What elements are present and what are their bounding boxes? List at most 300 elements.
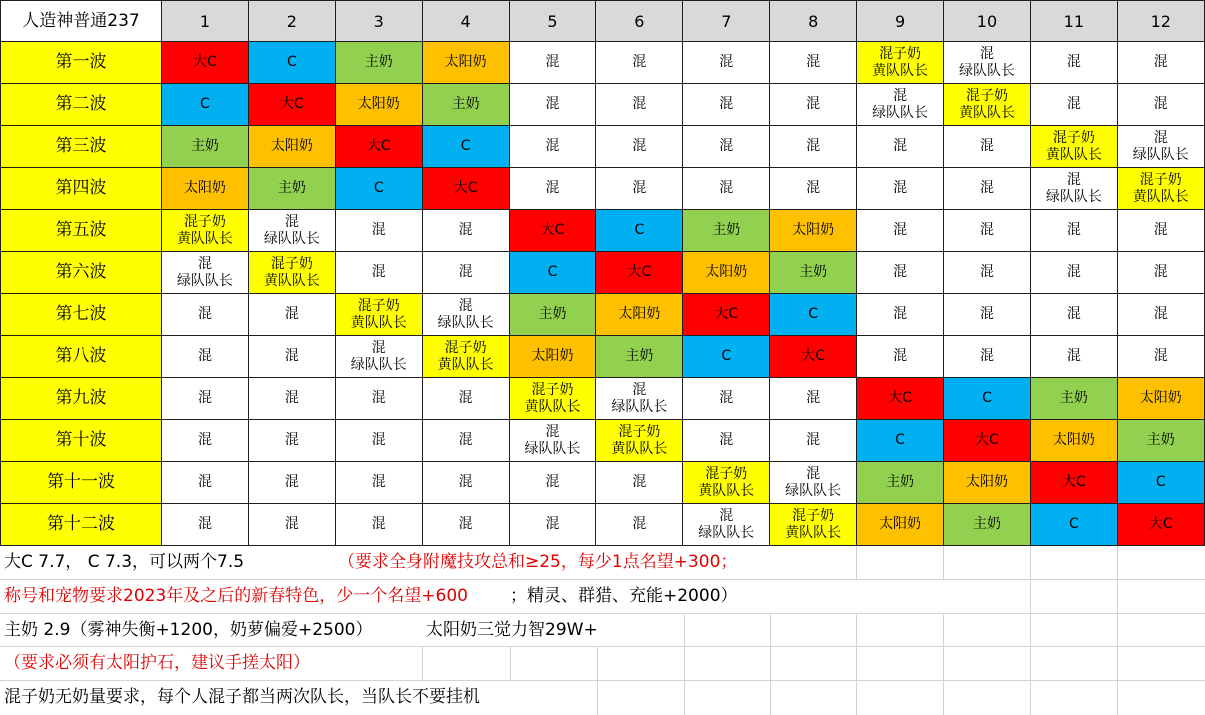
assignment-cell[interactable] [857,210,944,252]
assignment-cell[interactable] [683,84,770,126]
assignment-cell[interactable] [770,168,857,210]
assignment-cell[interactable] [596,126,683,168]
assignment-cell[interactable] [423,294,510,336]
cell-divider [943,681,944,715]
row-header-wave-10[interactable]: 第十波 [0,420,162,462]
assignment-cell[interactable] [510,126,597,168]
assignment-cell[interactable] [683,420,770,462]
assignment-text: 太阳奶 [357,96,400,112]
assignment-cell[interactable] [249,168,336,210]
assignment-text: 黄队队长 [1045,146,1102,163]
assignment-cell[interactable] [1031,84,1118,126]
assignment-text: 混 [545,96,560,112]
assignment-text: 混子奶 [965,87,1008,104]
assignment-text: 混 [719,138,734,154]
assignment-text: 混 [893,180,908,196]
assignment-cell[interactable] [1031,294,1118,336]
cell-divider [684,614,685,648]
assignment-text: 混 [284,390,299,406]
assignment-cell[interactable] [1031,210,1118,252]
assignment-text: 混 [371,390,386,406]
assignment-text: 黄队队长 [437,356,494,373]
cell-divider [770,647,771,681]
assignment-cell[interactable] [336,168,423,210]
assignment-text: 大C [975,432,999,448]
assignment-cell[interactable] [423,504,510,546]
assignment-text: 绿队队长 [263,230,320,247]
assignment-cell[interactable] [857,336,944,378]
assignment-text: 大C [801,348,826,364]
note-row-5 [0,681,1205,715]
row-header-wave-2[interactable]: 第二波 [0,84,162,126]
assignment-cell[interactable] [510,168,597,210]
assignment-text: 混 [371,516,386,532]
assignment-cell[interactable] [944,336,1031,378]
assignment-cell[interactable] [423,168,510,210]
assignment-text: 黄队队长 [958,104,1015,121]
assignment-cell[interactable] [857,462,944,504]
assignment-text: 混 [284,306,299,322]
assignment-cell[interactable] [770,462,857,504]
assignment-cell[interactable] [1118,252,1205,294]
assignment-text: C [634,222,645,238]
assignment-text: 混 [806,54,821,70]
assignment-cell[interactable] [162,504,249,546]
assignment-text: 混 [545,516,560,532]
assignment-text: 绿队队长 [176,272,233,289]
assignment-cell[interactable] [857,252,944,294]
assignment-cell[interactable] [1118,336,1205,378]
assignment-text: 混 [719,54,734,70]
assignment-text: 混 [719,507,734,524]
note-title-pet-requirement[interactable]: 称号和宠物要求2023年及之后的新春特色，少一个名望+600 [4,585,468,606]
assignment-text: 太阳奶 [1052,432,1095,448]
assignment-text: 混 [197,516,212,532]
assignment-cell[interactable] [596,252,683,294]
assignment-text: 主奶 [1059,390,1088,406]
assignment-text: 混 [806,180,821,196]
assignment-cell[interactable] [162,252,249,294]
assignment-cell[interactable] [944,420,1031,462]
assignment-cell[interactable] [1031,252,1118,294]
assignment-cell[interactable] [423,420,510,462]
assignment-cell[interactable] [944,42,1031,84]
assignment-cell[interactable] [249,210,336,252]
row-header-wave-9[interactable]: 第九波 [0,378,162,420]
assignment-cell[interactable] [1031,504,1118,546]
assignment-text: 混子奶 [357,297,400,314]
cell-divider [770,681,771,715]
assignment-text: 主奶 [451,96,480,112]
note-main-healer[interactable]: 主奶 2.9（雾神失衡+1200，奶萝偏爱+2500） [4,619,373,640]
assignment-text: 主奶 [1146,432,1175,448]
assignment-cell[interactable] [770,42,857,84]
assignment-text: 绿队队长 [958,62,1015,79]
row-header-wave-12[interactable]: 第十二波 [0,504,162,546]
assignment-text: 主奶 [538,306,567,322]
assignment-text: 绿队队长 [524,440,581,457]
note-sun-healer[interactable]: 太阳奶三觉力智29W+ [426,619,598,640]
column-header-10[interactable]: 10 [944,0,1031,42]
column-header-11[interactable]: 11 [1031,0,1118,42]
column-header-4[interactable]: 4 [423,0,510,42]
column-header-2[interactable]: 2 [249,0,336,42]
assignment-text: 混 [806,465,821,482]
assignment-cell[interactable] [249,126,336,168]
notes-area [0,546,1205,715]
assignment-cell[interactable] [423,42,510,84]
assignment-cell[interactable] [336,504,423,546]
assignment-text: 混 [545,423,560,440]
assignment-cell[interactable] [423,84,510,126]
assignment-cell[interactable] [162,126,249,168]
assignment-text: 大C [1061,474,1086,490]
assignment-cell[interactable] [1031,462,1118,504]
assignment-text: 大C [714,306,739,322]
assignment-cell[interactable] [944,294,1031,336]
assignment-cell[interactable] [683,252,770,294]
assignment-text: 混子奶 [183,213,226,230]
assignment-text: 混 [1153,96,1168,112]
assignment-cell[interactable] [249,84,336,126]
note-filler-healer[interactable]: 混子奶无奶量要求，每个人混子都当两次队长，当队长不要挂机 [4,687,480,708]
assignment-cell[interactable] [162,84,249,126]
assignment-cell[interactable] [683,462,770,504]
assignment-text: 黄队队长 [176,230,233,247]
column-header-1[interactable]: 1 [162,0,249,42]
assignment-cell[interactable] [857,84,944,126]
assignment-cell[interactable] [510,294,597,336]
cell-divider [856,647,857,681]
cell-divider [1117,647,1118,681]
note-sun-talisman[interactable]: （要求必须有太阳护石，建议手搓太阳） [4,653,310,674]
assignment-cell[interactable] [162,210,249,252]
assignment-text: 混 [979,138,994,154]
assignment-cell[interactable] [770,294,857,336]
assignment-cell[interactable] [510,504,597,546]
assignment-text: 太阳奶 [270,138,313,154]
assignment-text: 混 [458,222,473,238]
assignment-cell[interactable] [162,168,249,210]
assignment-cell[interactable] [944,84,1031,126]
assignment-cell[interactable] [683,336,770,378]
assignment-text: C [1155,474,1166,490]
assignment-cell[interactable] [162,420,249,462]
assignment-cell[interactable] [423,252,510,294]
assignment-text: 混 [371,339,386,356]
assignment-cell[interactable] [596,84,683,126]
assignment-text: 混 [893,348,908,364]
assignment-text: 混 [979,264,994,280]
assignment-text: 混 [1153,129,1168,146]
assignment-text: 太阳奶 [792,222,835,238]
assignment-cell[interactable] [596,462,683,504]
cell-divider [770,614,771,648]
assignment-cell[interactable] [336,210,423,252]
assignment-text: 混 [545,54,560,70]
assignment-cell[interactable] [1031,42,1118,84]
assignment-text: 太阳奶 [705,264,748,280]
assignment-text: 混 [1066,171,1081,188]
assignment-cell[interactable] [1118,42,1205,84]
assignment-cell[interactable] [423,210,510,252]
column-header-3[interactable]: 3 [336,0,423,42]
assignment-cell[interactable] [1031,168,1118,210]
assignment-text: 混 [458,264,473,280]
assignment-cell[interactable] [162,42,249,84]
assignment-cell[interactable] [510,336,597,378]
assignment-text: 绿队队长 [350,356,407,373]
column-header-8[interactable]: 8 [770,0,857,42]
cell-divider [422,647,423,681]
assignment-cell[interactable] [683,42,770,84]
assignment-cell[interactable] [510,42,597,84]
assignment-text: 绿队队长 [698,524,755,541]
assignment-text: 主奶 [277,180,306,196]
cell-divider [943,647,944,681]
assignment-cell[interactable] [249,420,336,462]
assignment-text: 混 [458,474,473,490]
assignment-text: 混 [719,96,734,112]
assignment-cell[interactable] [1118,420,1205,462]
assignment-cell[interactable] [683,294,770,336]
row-header-wave-6[interactable]: 第六波 [0,252,162,294]
cell-divider [856,546,857,580]
assignment-cell[interactable] [683,126,770,168]
assignment-text: 混 [1066,54,1081,70]
assignment-cell[interactable] [683,504,770,546]
assignment-text: C [547,264,558,280]
cell-divider [943,546,944,580]
assignment-cell[interactable] [1118,462,1205,504]
assignment-cell[interactable] [336,336,423,378]
assignment-text: 混 [284,213,299,230]
assignment-text: 混 [284,432,299,448]
assignment-text: 混 [1066,306,1081,322]
assignment-text: 混 [1066,348,1081,364]
cell-divider [597,647,598,681]
assignment-cell[interactable] [336,420,423,462]
assignment-cell[interactable] [770,210,857,252]
assignment-text: 混 [806,390,821,406]
assignment-cell[interactable] [944,126,1031,168]
row-header-wave-1[interactable]: 第一波 [0,42,162,84]
assignment-cell[interactable] [857,504,944,546]
row-header-wave-4[interactable]: 第四波 [0,168,162,210]
assignment-cell[interactable] [596,210,683,252]
assignment-text: 混 [1153,264,1168,280]
assignment-text: 混子奶 [618,423,661,440]
assignment-text: C [982,390,992,406]
assignment-cell[interactable] [596,294,683,336]
assignment-cell[interactable] [1118,294,1205,336]
column-header-5[interactable]: 5 [510,0,597,42]
cell-divider [856,614,857,648]
assignment-text: 混 [371,432,386,448]
assignment-text: 黄队队长 [785,524,842,541]
assignment-cell[interactable] [510,252,597,294]
column-header-6[interactable]: 6 [596,0,683,42]
assignment-cell[interactable] [857,42,944,84]
assignment-cell[interactable] [770,504,857,546]
assignment-text: 混 [893,138,908,154]
assignment-text: 混 [632,474,647,490]
assignment-cell[interactable] [1031,378,1118,420]
assignment-cell[interactable] [770,336,857,378]
assignment-cell[interactable] [770,378,857,420]
column-header-7[interactable]: 7 [683,0,770,42]
assignment-cell[interactable] [857,168,944,210]
cell-divider [1030,546,1031,580]
assignment-cell[interactable] [944,252,1031,294]
note-row-4 [0,647,1205,681]
assignment-text: 混 [979,180,994,196]
assignment-cell[interactable] [249,42,336,84]
assignment-cell[interactable] [857,378,944,420]
assignment-cell[interactable] [944,168,1031,210]
assignment-cell[interactable] [249,336,336,378]
assignment-cell[interactable] [336,462,423,504]
assignment-cell[interactable] [336,84,423,126]
assignment-cell[interactable] [162,336,249,378]
assignment-text: 混 [632,381,647,398]
assignment-cell[interactable] [162,378,249,420]
assignment-cell[interactable] [1118,210,1205,252]
assignment-cell[interactable] [1031,126,1118,168]
assignment-cell[interactable] [1118,504,1205,546]
cell-divider [1117,546,1118,580]
row-header-wave-8[interactable]: 第八波 [0,336,162,378]
assignment-text: 混 [545,180,560,196]
assignment-text: 混子奶 [879,45,922,62]
assignment-text: 混 [979,222,994,238]
assignment-cell[interactable] [596,42,683,84]
assignment-cell[interactable] [1031,420,1118,462]
table-title[interactable]: 人造神普通237 [0,0,162,42]
assignment-cell[interactable] [423,378,510,420]
assignment-cell[interactable] [162,462,249,504]
assignment-text: 混 [1066,96,1081,112]
assignment-text: 混子奶 [444,339,487,356]
assignment-cell[interactable] [944,378,1031,420]
assignment-cell[interactable] [336,378,423,420]
assignment-cell[interactable] [510,462,597,504]
cell-divider [1117,681,1118,715]
cell-divider [1030,681,1031,715]
assignment-cell[interactable] [336,42,423,84]
assignment-text: 混 [197,432,212,448]
assignment-text: C [1068,516,1079,532]
assignment-text: 混 [197,306,212,322]
cell-divider [856,681,857,715]
assignment-cell[interactable] [510,210,597,252]
assignment-cell[interactable] [596,168,683,210]
assignment-cell[interactable] [1118,378,1205,420]
assignment-cell[interactable] [1118,168,1205,210]
assignment-text: 绿队队长 [1045,188,1102,205]
assignment-cell[interactable] [770,252,857,294]
assignment-cell[interactable] [423,336,510,378]
assignment-cell[interactable] [683,378,770,420]
note-dps-requirement[interactable]: 大C 7.7， C 7.3，可以两个7.5 [4,552,245,572]
assignment-cell[interactable] [770,84,857,126]
column-header-12[interactable]: 12 [1118,0,1205,42]
assignment-cell[interactable] [596,420,683,462]
assignment-cell[interactable] [336,126,423,168]
cell-divider [1117,580,1118,614]
assignment-text: 混 [1153,54,1168,70]
assignment-text: 混子奶 [705,465,748,482]
assignment-cell[interactable] [857,126,944,168]
assignment-cell[interactable] [857,420,944,462]
assignment-text: 混 [458,297,473,314]
assignment-text: C [721,348,732,364]
assignment-cell[interactable] [510,378,597,420]
assignment-text: 混 [1153,306,1168,322]
assignment-text: 主奶 [886,474,915,490]
assignment-cell[interactable] [249,252,336,294]
assignment-cell[interactable] [510,84,597,126]
assignment-cell[interactable] [423,462,510,504]
assignment-cell[interactable] [249,504,336,546]
assignment-cell[interactable] [249,294,336,336]
cell-divider [1030,614,1031,648]
assignment-text: 黄队队长 [350,314,407,331]
cell-divider [1030,580,1031,614]
assignment-text: 大C [1148,516,1173,532]
assignment-text: 混子奶 [1139,171,1182,188]
assignment-cell[interactable] [683,210,770,252]
assignment-cell[interactable] [336,252,423,294]
assignment-cell[interactable] [1031,336,1118,378]
assignment-cell[interactable] [1118,84,1205,126]
note-enchant-requirement[interactable]: （要求全身附魔技攻总和≥25，每少1点名望+300； [338,552,738,572]
assignment-cell[interactable] [770,420,857,462]
assignment-cell[interactable] [1118,126,1205,168]
assignment-cell[interactable] [683,168,770,210]
assignment-cell[interactable] [596,336,683,378]
assignment-cell[interactable] [596,378,683,420]
column-header-9[interactable]: 9 [857,0,944,42]
cell-divider [684,647,685,681]
assignment-cell[interactable] [770,126,857,168]
assignment-text: 混 [545,474,560,490]
row-header-wave-7[interactable]: 第七波 [0,294,162,336]
assignment-text: C [286,54,297,70]
assignment-text: 太阳奶 [444,54,487,70]
row-header-wave-11[interactable]: 第十一波 [0,462,162,504]
assignment-cell[interactable] [249,378,336,420]
assignment-cell[interactable] [510,420,597,462]
assignment-cell[interactable] [249,462,336,504]
assignment-text: C [808,306,819,322]
assignment-cell[interactable] [857,294,944,336]
assignment-cell[interactable] [336,294,423,336]
assignment-cell[interactable] [944,210,1031,252]
note-elf-hunt-charge[interactable]: ；精灵、群猎、充能+2000） [510,585,738,606]
assignment-cell[interactable] [944,462,1031,504]
assignment-cell[interactable] [162,294,249,336]
assignment-text: 黄队队长 [1132,188,1189,205]
assignment-text: 大C [888,390,912,406]
assignment-cell[interactable] [596,504,683,546]
assignment-text: 混 [632,180,647,196]
assignment-cell[interactable] [423,126,510,168]
row-header-wave-3[interactable]: 第三波 [0,126,162,168]
assignment-text: 大C [193,54,217,70]
row-header-wave-5[interactable]: 第五波 [0,210,162,252]
assignment-cell[interactable] [944,504,1031,546]
